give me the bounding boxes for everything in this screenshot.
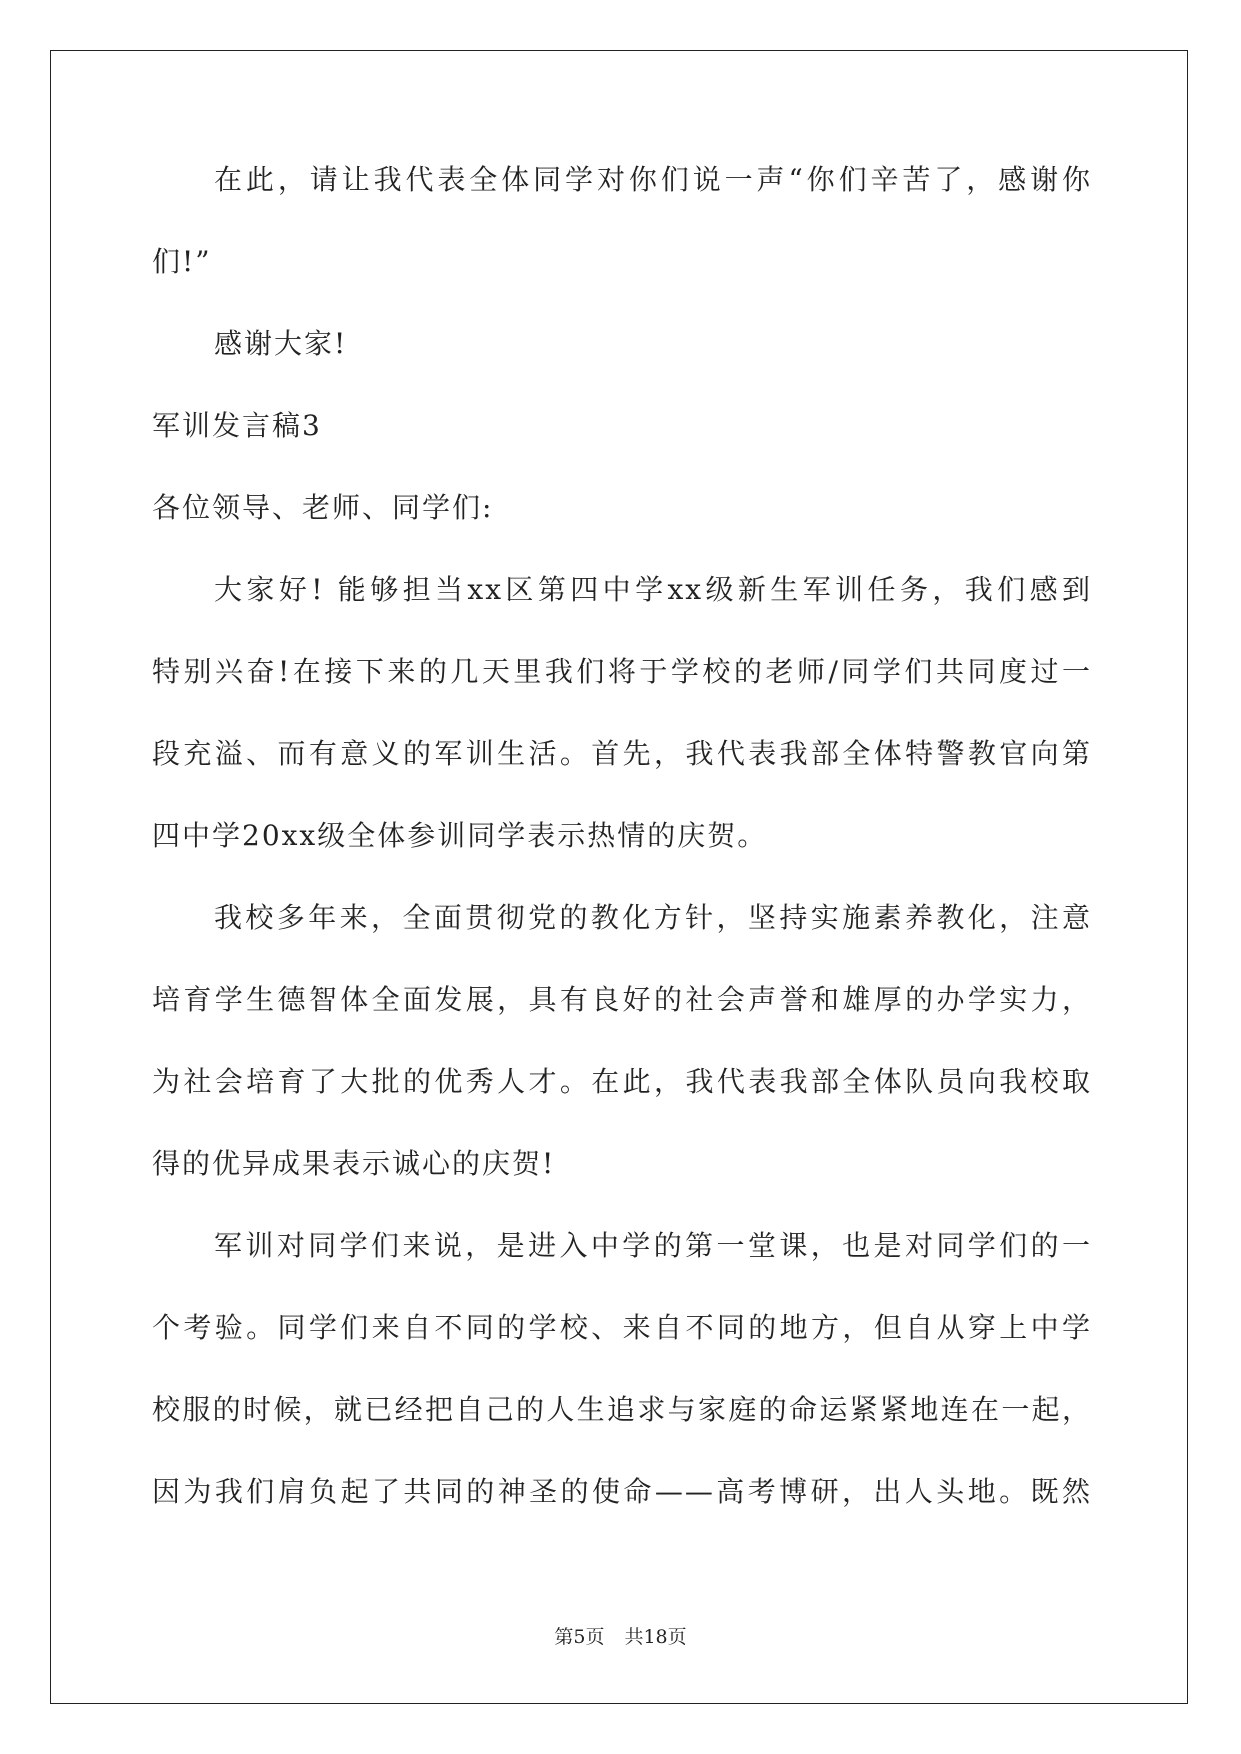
text-line: 们!” <box>152 245 212 278</box>
salutation: 各位领导、老师、同学们: <box>152 491 494 524</box>
text-line: 培育学生德智体全面发展，具有良好的社会声誉和雄厚的办学实力， <box>152 983 1092 1016</box>
text-line: 在此，请让我代表全体同学对你们说一声“你们辛苦了，感谢你 <box>214 163 1092 196</box>
text-line: 因为我们肩负起了共同的神圣的使命——高考博研，出人头地。既然 <box>152 1475 1092 1508</box>
text-line: 得的优异成果表示诚心的庆贺! <box>152 1147 556 1180</box>
page-total: 共18页 <box>624 1626 687 1648</box>
text-line: 感谢大家! <box>214 327 348 360</box>
text-line: 军训对同学们来说，是进入中学的第一堂课，也是对同学们的一 <box>214 1229 1092 1262</box>
section-heading: 军训发言稿3 <box>152 409 322 442</box>
text-line: 个考验。同学们来自不同的学校、来自不同的地方，但自从穿上中学 <box>152 1311 1092 1344</box>
document-body <box>152 160 1092 1554</box>
text-line: 大家好! 能够担当xx区第四中学xx级新生军训任务，我们感到 <box>214 573 1092 606</box>
text-line: 四中学20xx级全体参训同学表示热情的庆贺。 <box>152 819 768 852</box>
text-line: 为社会培育了大批的优秀人才。在此，我代表我部全体队员向我校取 <box>152 1065 1092 1098</box>
text-line: 段充溢、而有意义的军训生活。首先，我代表我部全体特警教官向第 <box>152 737 1092 770</box>
text-line: 特别兴奋!在接下来的几天里我们将于学校的老师/同学们共同度过一 <box>152 655 1092 688</box>
text-line: 我校多年来，全面贯彻党的教化方针，坚持实施素养教化，注意 <box>214 901 1092 934</box>
text-line: 校服的时候，就已经把自己的人生追求与家庭的命运紧紧地连在一起， <box>152 1393 1092 1426</box>
page-footer <box>0 1622 1241 1649</box>
page-number: 第5页 <box>554 1626 605 1648</box>
